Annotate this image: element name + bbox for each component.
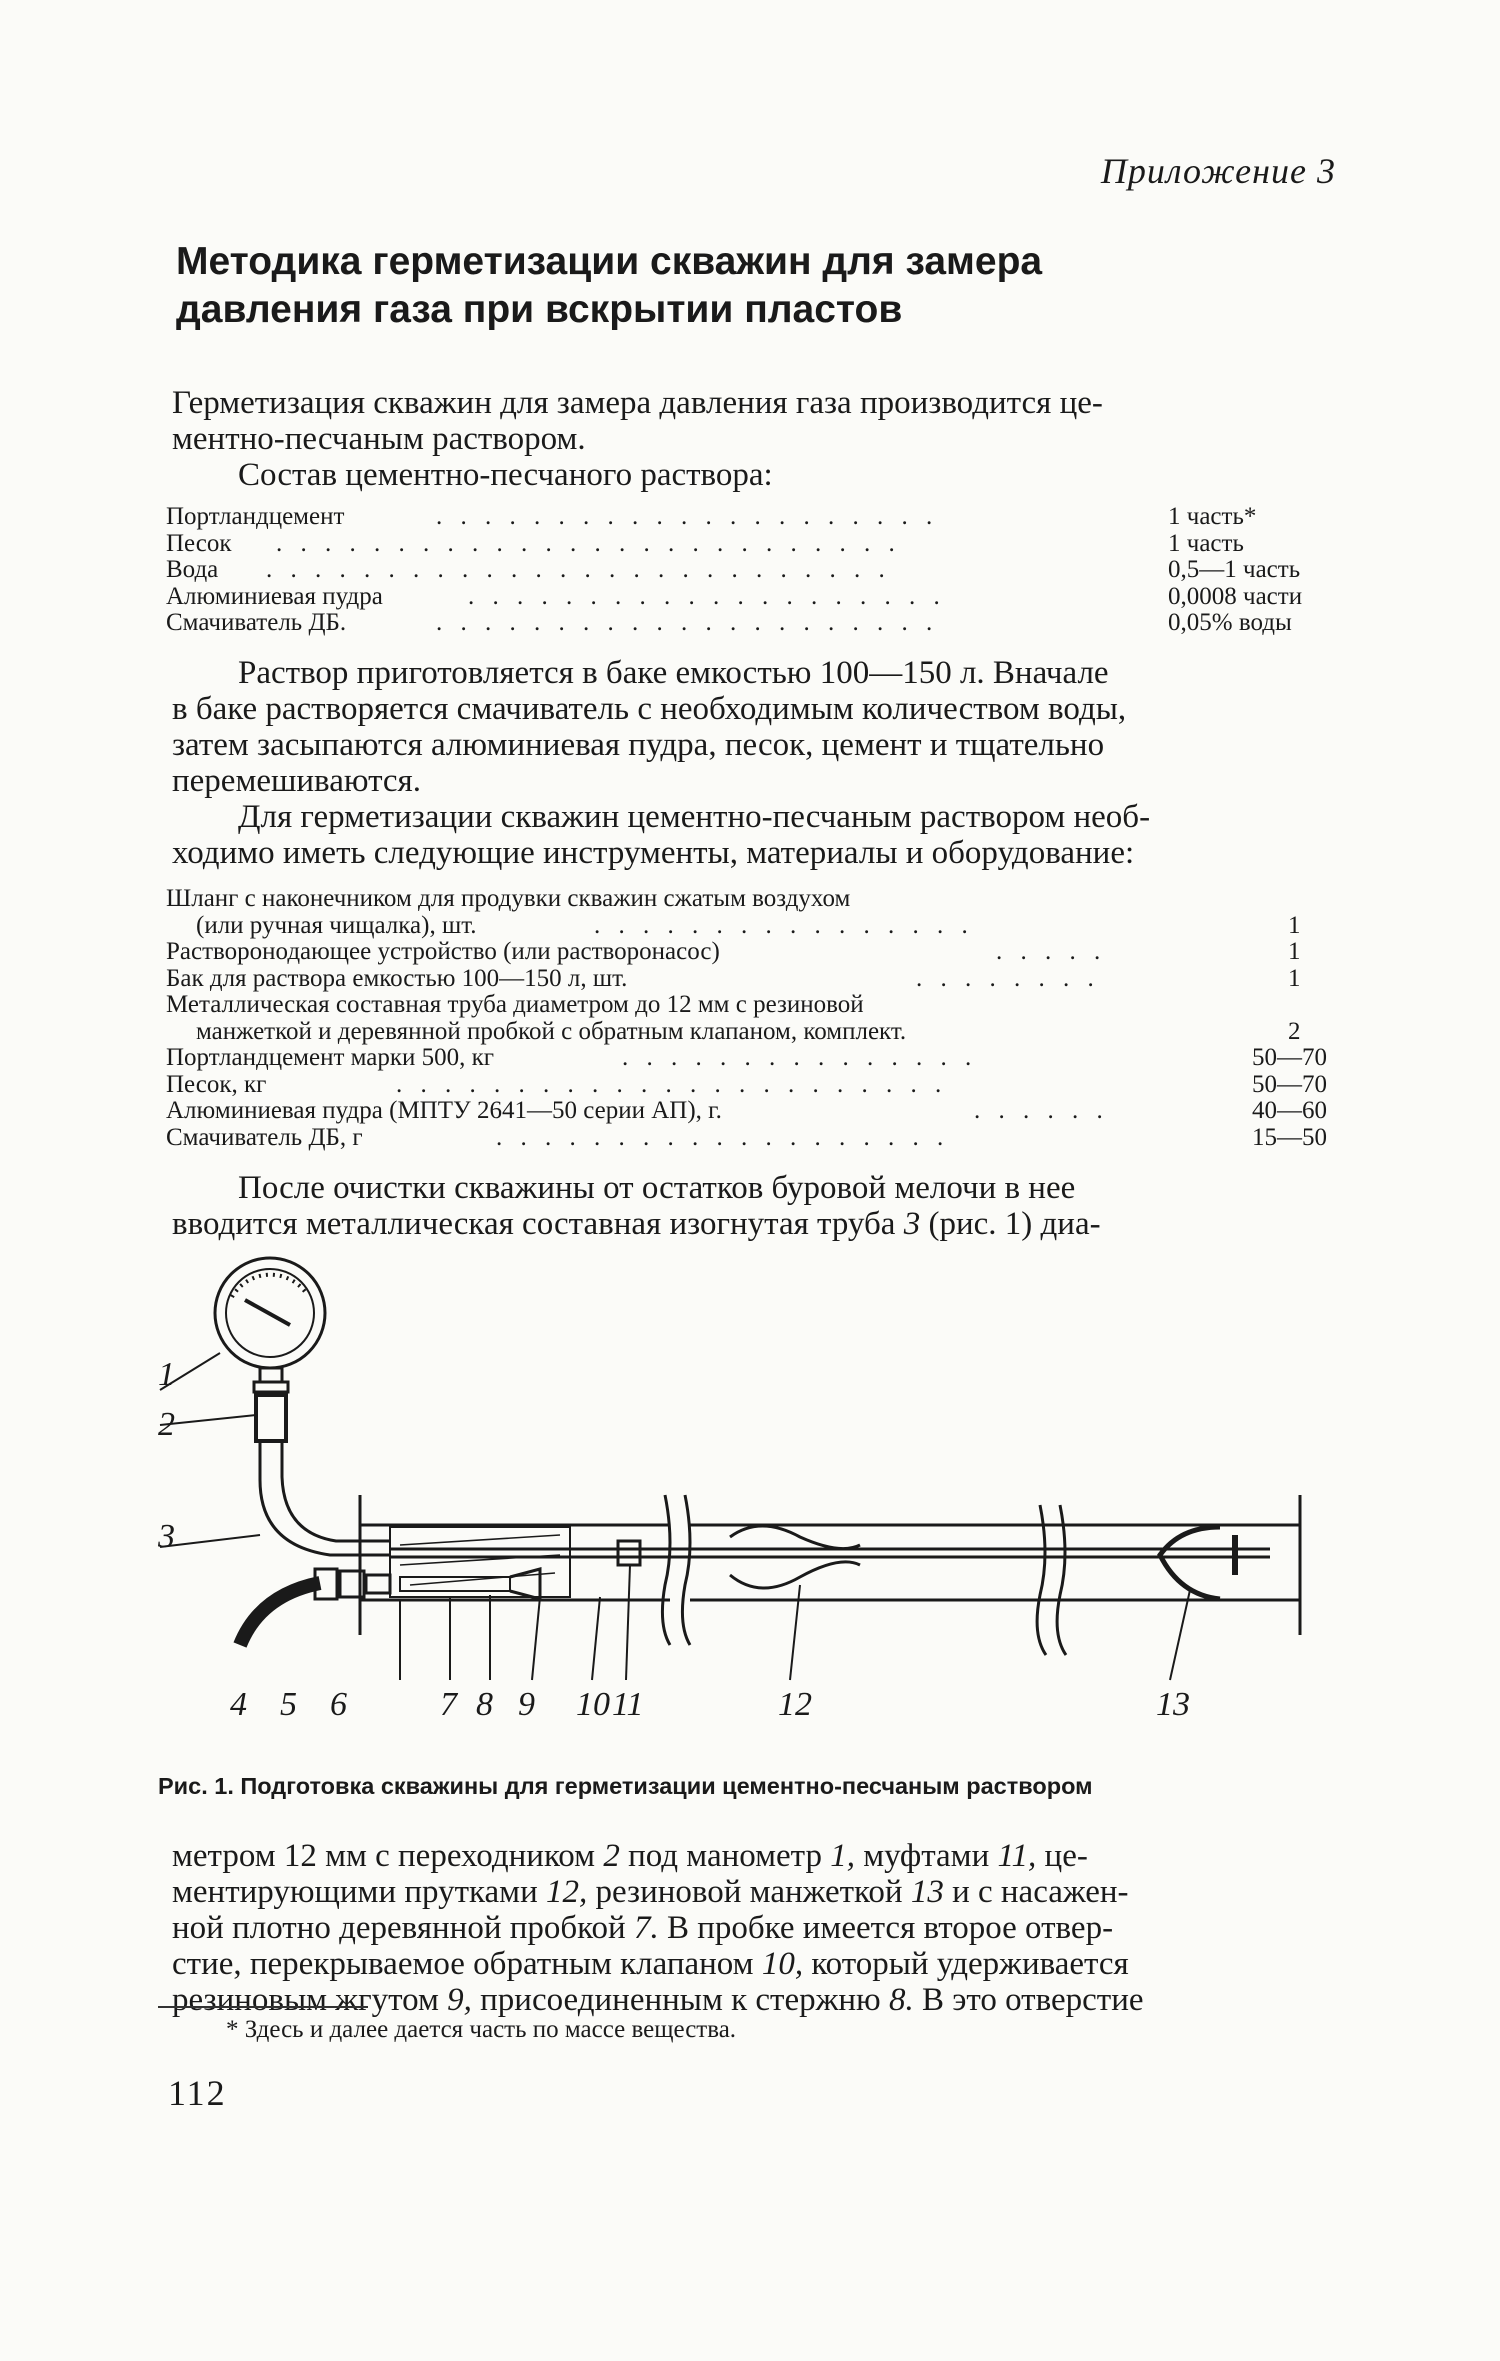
hose <box>240 1583 320 1645</box>
prep-line: в баке растворяется смачиватель с необходимым количеством воды, <box>172 691 1127 727</box>
ref: 11, <box>997 1838 1037 1874</box>
equipment-name: Портландцемент марки 500, кг <box>166 1044 495 1071</box>
composition-list <box>166 504 1341 637</box>
wooden-plug <box>390 1527 570 1597</box>
after-line: После очистки скважины от остатков буровой мелочи в нее <box>238 1170 1076 1206</box>
leader-11 <box>626 1565 630 1680</box>
composition-value: 0,5—1 часть <box>1168 556 1301 583</box>
connector-sleeve <box>366 1575 390 1593</box>
equipment-name: Алюминиевая пудра (МПТУ 2641—50 серии АП), г. <box>166 1097 722 1124</box>
leader-13 <box>1170 1590 1190 1680</box>
ref: 2 <box>603 1838 620 1874</box>
composition-value: 1 часть* <box>1168 503 1257 530</box>
page-title <box>176 238 1276 334</box>
text-run: который удерживается <box>803 1946 1129 1982</box>
composition-value: 0,05% воды <box>1168 609 1292 636</box>
text-run: стие, перекрываемое обратным клапаном <box>172 1946 762 1982</box>
ref: 7. <box>633 1910 659 1946</box>
text-run: метром 12 мм с переходником <box>172 1838 604 1874</box>
equipment-name: Бак для раствора емкостью 100—150 л, шт. <box>166 964 628 992</box>
cont-line <box>172 1982 1338 2018</box>
ref: 1, <box>830 1838 856 1874</box>
footnote-rule <box>158 2006 368 2008</box>
composition-name: Портландцемент <box>166 503 345 530</box>
callout-8: 8 <box>476 1686 493 1723</box>
gauge-needle <box>245 1300 290 1325</box>
equipment-row <box>166 886 1341 913</box>
equipment-name: Смачиватель ДБ, г <box>166 1123 363 1151</box>
equipment-name: (или ручная чищалка), шт. <box>196 911 477 939</box>
text-run: вводится металлическая составная изогнутая труба <box>172 1206 904 1242</box>
composition-row <box>166 531 1341 558</box>
leader-dots: . . . . . <box>996 938 1107 965</box>
intro-line: Герметизация скважин для замера давления газа производится це- <box>172 385 1103 421</box>
after-cleaning-paragraph <box>172 1170 1338 1242</box>
intro-paragraph <box>172 385 1338 493</box>
ref: 12, <box>545 1874 588 1910</box>
equipment-list <box>166 886 1341 1151</box>
text-run: и с насажен- <box>943 1874 1129 1910</box>
adapter <box>256 1395 286 1441</box>
gauge-stem <box>260 1368 282 1382</box>
text-run: ментирующими прутками <box>172 1874 546 1910</box>
equipment-name: Шланг с наконечником для продувки скважин сжатым воздухом <box>166 885 851 912</box>
prep-line: Раствор приготовляется в баке емкостью 100—150 л. Вначале <box>238 655 1109 691</box>
ref: 10, <box>761 1946 804 1982</box>
intro-line: Состав цементно-песчаного раствора: <box>238 457 773 493</box>
composition-row <box>166 557 1341 584</box>
figure-ref: 3 <box>903 1206 921 1242</box>
equipment-row <box>166 992 1341 1019</box>
equipment-value: 15—50 <box>1252 1123 1327 1151</box>
equipment-value: 50—70 <box>1252 1070 1327 1098</box>
callout-6: 6 <box>330 1686 347 1723</box>
composition-value: 1 часть <box>1168 529 1244 557</box>
ref: 13 <box>910 1874 944 1910</box>
text-run: ной плотно деревянной пробкой <box>172 1910 634 1946</box>
leader-dots: . . . . . . . . . . . . . . . . . . . . . <box>436 609 939 636</box>
composition-row <box>166 504 1341 531</box>
callout-2: 2 <box>158 1406 175 1443</box>
preparation-paragraph <box>172 655 1338 871</box>
equipment-name: Растворонодающее устройство (или растворонасос) <box>166 938 720 965</box>
leader-dots: . . . . . . . . . . . . . . . . <box>594 911 974 939</box>
prep-line: ходимо иметь следующие инструменты, материалы и оборудование: <box>172 835 1135 871</box>
text-run: (рис. 1) диа- <box>920 1206 1101 1242</box>
prep-line: перемешиваются. <box>172 763 421 799</box>
rubber-cuff <box>1160 1527 1220 1599</box>
callout-9: 9 <box>518 1686 535 1723</box>
text-run: В пробке имеется второе отвер- <box>658 1910 1114 1946</box>
composition-row <box>166 610 1341 637</box>
figure-caption: Рис. 1. Подготовка скважины для герметизации цементно-песчаным раствором <box>158 1773 1093 1799</box>
break-mark <box>662 1495 670 1645</box>
equipment-row <box>166 966 1341 993</box>
leader-dots: . . . . . . . . . . . . . . . . . . . <box>496 1123 950 1151</box>
after-line <box>172 1206 1338 1242</box>
prep-line: Для герметизации скважин цементно-песчаным раствором необ- <box>238 799 1151 835</box>
leader-dots: . . . . . . . . . . . . . . . . . . . . . <box>436 503 939 530</box>
equipment-row <box>166 913 1341 940</box>
figure-well-sealing <box>160 1255 1340 1755</box>
equipment-row <box>166 1125 1341 1152</box>
well-diagram <box>160 1255 1340 1755</box>
page-number: 112 <box>168 2073 227 2113</box>
title-line-1: Методика герметизации скважин для замера <box>176 240 1043 283</box>
leader-dots: . . . . . . . . . . . . . . . <box>622 1044 978 1071</box>
callout-10: 10 <box>576 1686 610 1723</box>
composition-name: Вода <box>166 556 219 583</box>
equipment-row <box>166 939 1341 966</box>
callout-3: 3 <box>158 1518 175 1555</box>
cementing-rod <box>730 1526 860 1549</box>
callout-11: 11 <box>612 1686 644 1723</box>
gauge-nut <box>254 1382 288 1392</box>
callout-4: 4 <box>230 1686 247 1723</box>
equipment-value: 2 <box>1288 1017 1301 1045</box>
equipment-row <box>166 1098 1341 1125</box>
equipment-name: манжеткой и деревянной пробкой с обратным клапаном, комплект. <box>196 1017 907 1045</box>
title-line-2: давления газа при вскрытии пластов <box>176 288 903 331</box>
cementing-rod <box>730 1562 860 1588</box>
equipment-name: Металлическая составная труба диаметром до 12 мм с резиновой <box>166 991 864 1018</box>
callout-12: 12 <box>778 1686 812 1723</box>
equipment-row <box>166 1072 1341 1099</box>
leader-10 <box>592 1597 600 1680</box>
composition-name: Смачиватель ДБ. <box>166 609 347 636</box>
leader-3 <box>160 1535 260 1547</box>
composition-value: 0,0008 части <box>1168 582 1303 610</box>
text-run: муфтами <box>855 1838 998 1874</box>
text-run: присоединенным к стержню <box>471 1982 889 2018</box>
break-mark <box>1057 1505 1066 1655</box>
text-run: це- <box>1036 1838 1088 1874</box>
text-run: резиновым жгутом <box>172 1982 448 2018</box>
coupling <box>618 1541 640 1565</box>
appendix-label: Приложение 3 <box>1100 151 1336 191</box>
leader-dots: . . . . . . . . . . . . . . . . . . . . . . . . . . <box>266 556 891 583</box>
cont-line <box>172 1946 1338 1982</box>
leader-dots: . . . . . . . . . . . . . . . . . . . . . . . <box>396 1070 948 1098</box>
break-mark <box>1037 1505 1046 1655</box>
equipment-value: 1 <box>1288 964 1301 992</box>
ref: 8. <box>888 1982 914 2018</box>
cont-line <box>172 1838 1338 1874</box>
equipment-row <box>166 1019 1341 1046</box>
equipment-value: 40—60 <box>1252 1097 1327 1124</box>
ref: 9, <box>447 1982 472 2018</box>
composition-name: Песок <box>166 529 232 557</box>
callout-7: 7 <box>440 1686 457 1723</box>
callout-5: 5 <box>280 1686 297 1723</box>
leader-dots: . . . . . . . . <box>916 964 1100 992</box>
check-valve <box>510 1569 540 1599</box>
leader-dots: . . . . . . . . . . . . . . . . . . . . <box>468 582 946 610</box>
cont-line <box>172 1910 1338 1946</box>
callout-1: 1 <box>158 1356 175 1393</box>
leader-dots: . . . . . . <box>974 1097 1109 1124</box>
equipment-value: 50—70 <box>1252 1044 1327 1071</box>
equipment-value: 1 <box>1288 938 1301 965</box>
prep-line: затем засыпаются алюминиевая пудра, песок, цемент и тщательно <box>172 727 1105 763</box>
intro-line: ментно-песчаным раствором. <box>172 421 586 457</box>
leader-dots: . . . . . . . . . . . . . . . . . . . . . . . . . . <box>276 529 901 557</box>
text-run: резиновой манжеткой <box>587 1874 911 1910</box>
continuation-paragraph <box>172 1838 1338 2018</box>
text-run: В это отверстие <box>913 1982 1144 2018</box>
break-mark <box>682 1495 690 1645</box>
callout-13: 13 <box>1156 1686 1190 1723</box>
equipment-name: Песок, кг <box>166 1070 267 1098</box>
equipment-value: 1 <box>1288 911 1301 939</box>
equipment-row <box>166 1045 1341 1072</box>
footnote: * Здесь и далее дается часть по массе вещества. <box>226 2016 737 2043</box>
composition-row <box>166 584 1341 611</box>
leader-9 <box>532 1597 540 1680</box>
composition-name: Алюминиевая пудра <box>166 582 383 610</box>
cont-line <box>172 1874 1338 1910</box>
text-run: под манометр <box>619 1838 831 1874</box>
